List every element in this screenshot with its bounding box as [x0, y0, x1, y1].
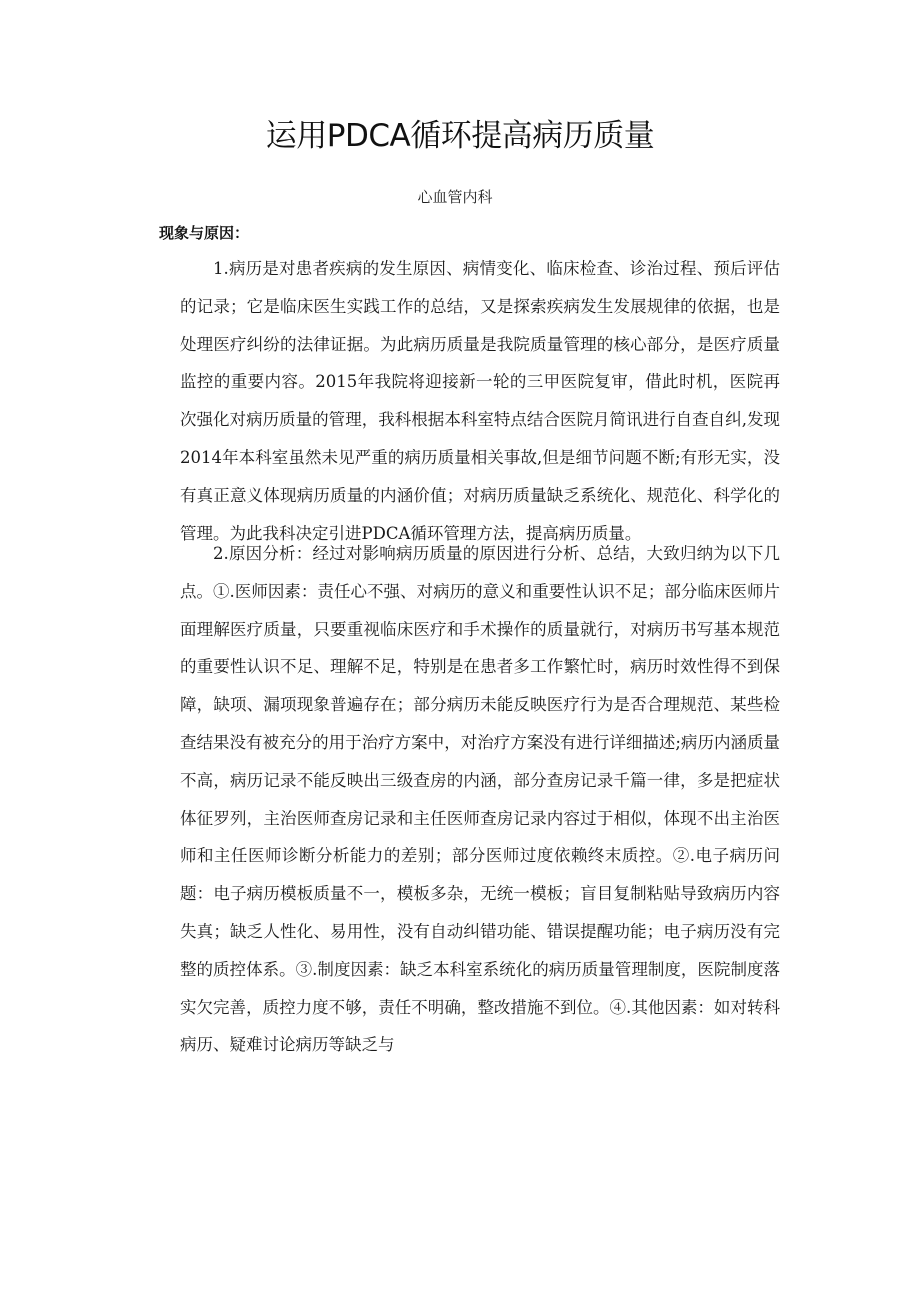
- paragraph-cause-analysis: 2.原因分析：经过对影响病历质量的原因进行分析、总结，大致归纳为以下几点。①.医师因素：责任心不强、对病历的意义和重要性认识不足；部分临床医师片面理解医疗质量，只要重视临床医疗和手术操作的质量就行，对病历书写基本规范的重要性认识不足、理解不足，特别是在患者多工作繁忙时，病历时效性得不到保障，缺项、漏项现象普遍存在；部分病历未能反映医疗行为是否合理规范、某些检查结果没有被充分的用于治疗方案中，对治疗方案没有进行详细描述;病历内涵质量不高，病历记录不能反映出三级查房的内涵，部分查房记录千篇一律，多是把症状体征罗列，主治医师查房记录和主任医师查房记录内容过于相似，体现不出主治医师和主任医师诊断分析能力的差别；部分医师过度依赖终末质控。②.电子病历问题：电子病历模板质量不一，模板多杂，无统一模板；盲目复制粘贴导致病历内容失真；缺乏人性化、易用性，没有自动纠错功能、错误提醒功能；电子病历没有完整的质控体系。③.制度因素：缺乏本科室系统化的病历质量管理制度，医院制度落实欠完善，质控力度不够，责任不明确，整改措施不到位。④.其他因素：如对转科病历、疑难讨论病历等缺乏与: [180, 544, 780, 1055]
- document-title: 运用PDCA循环提高病历质量: [265, 118, 655, 154]
- department-name: 心血管内科: [417, 188, 493, 206]
- section-heading: 现象与原因：: [159, 224, 250, 242]
- paragraph-background: 1.病历是对患者疾病的发生原因、病情变化、临床检查、诊治过程、预后评估的记录；它是临床医生实践工作的总结，又是探索疾病发生发展规律的依据，也是处理医疗纠纷的法律证据。为此病历质量是我院质量管理的核心部分，是医疗质量监控的重要内容。2015年我院将迎接新一轮的三甲医院复审，借此时机，医院再次强化对病历质量的管理，我科根据本科室特点结合医院月简讯进行自查自纠,发现2014年本科室虽然未见严重的病历质量相关事故,但是细节问题不断;有形无实，没有真正意义体现病历质量的内涵价值；对病历质量缺乏系统化、规范化、科学化的管理。为此我科决定引进PDCA循环管理方法，提高病历质量。: [180, 259, 780, 543]
